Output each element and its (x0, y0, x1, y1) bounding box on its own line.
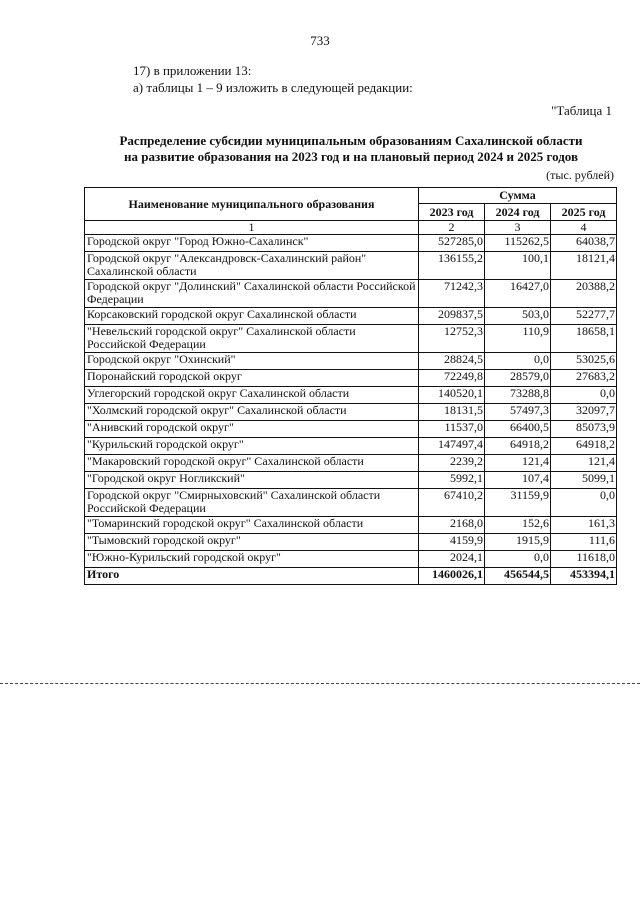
value-2025: 85073,9 (551, 421, 617, 438)
column-index: 1 (85, 221, 419, 235)
value-2025: 111,6 (551, 534, 617, 551)
value-2023: 147497,4 (419, 438, 485, 455)
value-2024: 121,4 (485, 455, 551, 472)
value-2024: 1915,9 (485, 534, 551, 551)
value-2023: 4159,9 (419, 534, 485, 551)
page-number: 733 (310, 33, 330, 48)
value-2024: 115262,5 (485, 235, 551, 252)
table-row (85, 404, 617, 421)
municipality-name: "Южно-Курильский городской округ" (85, 551, 419, 568)
column-index: 2 (419, 221, 485, 235)
value-2024: 64918,2 (485, 438, 551, 455)
value-2025: 52277,7 (551, 308, 617, 325)
municipality-name: "Томаринский городской округ" Сахалинской области (85, 517, 419, 534)
municipality-name: "Городской округ Ногликский" (85, 472, 419, 489)
value-2025: 5099,1 (551, 472, 617, 489)
value-2023: 72249,8 (419, 370, 485, 387)
value-2024: 73288,8 (485, 387, 551, 404)
column-index-row (85, 221, 617, 235)
title-line-1: Распределение субсидии муниципальным образованиям Сахалинской области (119, 133, 583, 148)
intro-line-1: 17) в приложении 13: (133, 63, 252, 78)
header-municipality: Наименование муниципального образования (85, 188, 419, 221)
value-2025: 0,0 (551, 387, 617, 404)
municipality-name: Городской округ "Александровск-Сахалинский район" Сахалинской области (85, 252, 419, 280)
value-2023: 18131,5 (419, 404, 485, 421)
table-row (85, 280, 617, 308)
value-2025: 11618,0 (551, 551, 617, 568)
total-2024: 456544,5 (485, 568, 551, 585)
municipality-name: Городской округ "Долинский" Сахалинской области Российской Федерации (85, 280, 419, 308)
value-2025: 161,3 (551, 517, 617, 534)
title-line-2: на развитие образования на 2023 год и на плановый период 2024 и 2025 годов (124, 149, 578, 164)
intro-line-2: а) таблицы 1 – 9 изложить в следующей редакции: (133, 80, 413, 95)
value-2023: 2024,1 (419, 551, 485, 568)
table-row (85, 534, 617, 551)
value-2023: 209837,5 (419, 308, 485, 325)
table-title (90, 133, 612, 165)
municipality-name: "Холмский городской округ" Сахалинской области (85, 404, 419, 421)
municipality-name: Поронайский городской округ (85, 370, 419, 387)
value-2025: 0,0 (551, 489, 617, 517)
header-year-2025: 2025 год (551, 204, 617, 221)
value-2023: 12752,3 (419, 325, 485, 353)
total-2025: 453394,1 (551, 568, 617, 585)
municipality-name: Городской округ "Город Южно-Сахалинск" (85, 235, 419, 252)
table-row (85, 455, 617, 472)
value-2023: 140520,1 (419, 387, 485, 404)
value-2025: 121,4 (551, 455, 617, 472)
footer-divider (0, 683, 640, 684)
value-2023: 136155,2 (419, 252, 485, 280)
table-row (85, 353, 617, 370)
value-2024: 100,1 (485, 252, 551, 280)
table-row (85, 387, 617, 404)
value-2024: 57497,3 (485, 404, 551, 421)
total-2023: 1460026,1 (419, 568, 485, 585)
value-2024: 66400,5 (485, 421, 551, 438)
municipality-name: "Курильский городской округ" (85, 438, 419, 455)
value-2025: 18658,1 (551, 325, 617, 353)
municipality-name: Корсаковский городской округ Сахалинской области (85, 308, 419, 325)
municipality-name: "Макаровский городской округ" Сахалинской области (85, 455, 419, 472)
table-row (85, 325, 617, 353)
value-2024: 16427,0 (485, 280, 551, 308)
value-2024: 0,0 (485, 353, 551, 370)
value-2023: 527285,0 (419, 235, 485, 252)
value-2025: 18121,4 (551, 252, 617, 280)
total-row (85, 568, 617, 585)
table-row (85, 472, 617, 489)
municipality-name: Городской округ "Охинский" (85, 353, 419, 370)
value-2023: 2168,0 (419, 517, 485, 534)
header-year-2024: 2024 год (485, 204, 551, 221)
value-2023: 11537,0 (419, 421, 485, 438)
total-label: Итого (85, 568, 419, 585)
units-note: (тыс. рублей) (546, 168, 614, 182)
table-row (85, 252, 617, 280)
value-2024: 107,4 (485, 472, 551, 489)
column-index: 4 (551, 221, 617, 235)
table-row (85, 235, 617, 252)
value-2023: 67410,2 (419, 489, 485, 517)
value-2023: 5992,1 (419, 472, 485, 489)
table-row (85, 517, 617, 534)
column-index: 3 (485, 221, 551, 235)
value-2025: 64038,7 (551, 235, 617, 252)
value-2023: 28824,5 (419, 353, 485, 370)
value-2023: 2239,2 (419, 455, 485, 472)
header-sum: Сумма (419, 188, 617, 204)
municipality-name: Углегорский городской округ Сахалинской области (85, 387, 419, 404)
value-2025: 53025,6 (551, 353, 617, 370)
value-2023: 71242,3 (419, 280, 485, 308)
value-2024: 31159,9 (485, 489, 551, 517)
subsidy-table (84, 187, 617, 585)
value-2024: 0,0 (485, 551, 551, 568)
municipality-name: "Невельский городской округ" Сахалинской области Российской Федерации (85, 325, 419, 353)
value-2025: 64918,2 (551, 438, 617, 455)
value-2024: 28579,0 (485, 370, 551, 387)
table-row (85, 438, 617, 455)
value-2025: 32097,7 (551, 404, 617, 421)
table-row (85, 489, 617, 517)
value-2024: 110,9 (485, 325, 551, 353)
municipality-name: Городской округ "Смирныховский" Сахалинской области Российской Федерации (85, 489, 419, 517)
table-row (85, 308, 617, 325)
municipality-name: "Анивский городской округ" (85, 421, 419, 438)
header-year-2023: 2023 год (419, 204, 485, 221)
table-row (85, 370, 617, 387)
value-2024: 152,6 (485, 517, 551, 534)
value-2024: 503,0 (485, 308, 551, 325)
table-row (85, 551, 617, 568)
value-2025: 20388,2 (551, 280, 617, 308)
municipality-name: "Тымовский городской округ" (85, 534, 419, 551)
table-label: "Таблица 1 (551, 103, 612, 118)
table-row (85, 421, 617, 438)
value-2025: 27683,2 (551, 370, 617, 387)
